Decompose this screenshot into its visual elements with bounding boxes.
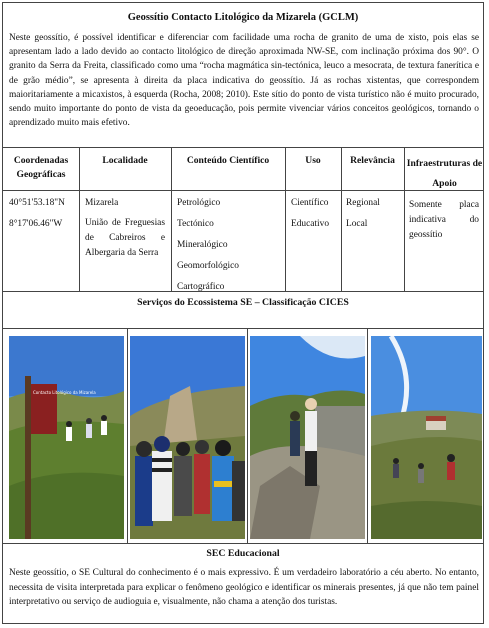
coord-lon: 8°17'06.46"W bbox=[9, 219, 63, 229]
photo-divider bbox=[367, 328, 368, 543]
services-title: Serviços do Ecossistema SE – Classificação CICES bbox=[137, 297, 349, 308]
table-col-divider bbox=[285, 147, 286, 291]
conteudo-item: Mineralógico bbox=[177, 240, 228, 250]
photo-village-view bbox=[371, 336, 482, 539]
header-uso: Uso bbox=[305, 155, 321, 166]
title-text: Geossítio Contacto Litológico da Mizarela (GCLM) bbox=[127, 12, 359, 23]
document-page bbox=[2, 2, 484, 624]
header-localidade: Localidade bbox=[102, 155, 148, 166]
cell-localidade bbox=[85, 193, 165, 261]
photos-top-border bbox=[3, 328, 483, 329]
table-top-border bbox=[3, 147, 483, 148]
uso-item: Educativo bbox=[291, 219, 330, 229]
localidade-freguesia: União de Freguesias de Cabreiros e Albergaria da Serra bbox=[85, 218, 165, 258]
table-col-divider bbox=[79, 147, 80, 291]
photo-sign-post bbox=[9, 336, 124, 539]
header-relevancia: Relevância bbox=[350, 155, 395, 166]
sign-text: Contacto Litológico da Mizarela bbox=[33, 390, 96, 395]
header-infraestruturas: Infraestruturas de Apoio bbox=[406, 158, 483, 189]
cell-uso bbox=[291, 193, 339, 235]
cell-relevancia bbox=[346, 193, 402, 235]
header-conteudo: Conteúdo Científico bbox=[186, 155, 270, 166]
uso-item: Científico bbox=[291, 198, 329, 208]
photo-group-trail bbox=[130, 336, 245, 539]
sec-paragraph: Neste geossítio, o SE Cultural do conhecimento é o mais expressivo. É um verdadeiro laboratório a céu aberto. No entanto, necessita de visita interpretada para explicar o fenômeno geológico e identificar os minerais presentes, já que não tem painel interpretativo ou serviço de audioguia e, visualmente, não chama a atenção dos turistas. bbox=[9, 568, 479, 607]
conteudo-item: Geomorfológico bbox=[177, 261, 239, 271]
coord-lat: 40°51'53.18"N bbox=[9, 198, 65, 208]
intro-paragraph: Neste geossítio, é possível identificar e diferenciar com facilidade uma rocha de granito de uma de xisto, pois elas se apresentam lado a lado devido ao contacto litológico de direção aproximada NW-SE, com inclinação próxima dos 90°. O granito da Serra da Freita, classificado como uma “rocha magmática sin-tectónica, leuco a mesocrata, de textura fanerítica e de grão médio”, se apresenta à direita da placa indicativa do geossítio. Já as rochas xistentas, que correspondem maioritariamente a micaxistos, à esquerda (Rocha, 2008; 2010). Este sítio do ponto de vista turístico não é muito procurado, sendo muito importante do ponto de vista da geoeducação, pois permite vivenciar vários conceitos geológicos, tornando o aprendizado muito mais efetivo. bbox=[9, 33, 479, 129]
photo-divider bbox=[247, 328, 248, 543]
conteudo-item: Cartográfico bbox=[177, 282, 225, 292]
relevancia-item: Regional bbox=[346, 198, 380, 208]
table-col-divider bbox=[341, 147, 342, 291]
localidade-name: Mizarela bbox=[85, 198, 119, 208]
cell-coordenadas bbox=[9, 193, 77, 235]
cell-conteudo bbox=[177, 193, 281, 298]
page-title bbox=[3, 12, 483, 23]
table-col-divider bbox=[171, 147, 172, 291]
header-coordenadas: Coordenadas Geográficas bbox=[13, 155, 69, 180]
cell-infraestruturas: Somente placa indicativa do geossítio bbox=[409, 200, 479, 240]
conteudo-item: Tectónico bbox=[177, 219, 214, 229]
table-col-divider bbox=[404, 147, 405, 291]
photos-bottom-border bbox=[3, 543, 483, 544]
photo-rock-outcrop bbox=[250, 336, 365, 539]
photo-divider bbox=[127, 328, 128, 543]
conteudo-item: Petrológico bbox=[177, 198, 221, 208]
relevancia-item: Local bbox=[346, 219, 368, 229]
sec-title: SEC Educacional bbox=[206, 548, 280, 559]
